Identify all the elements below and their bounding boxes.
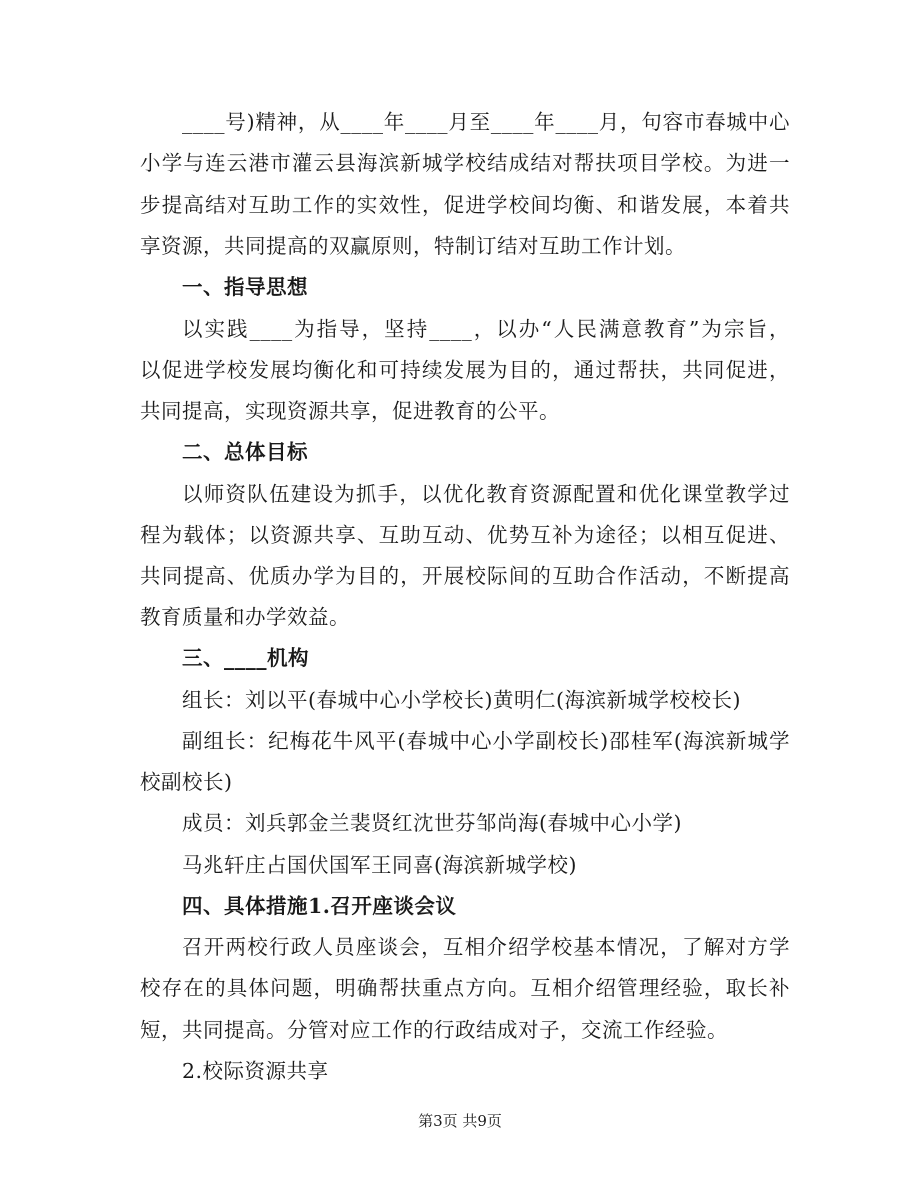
section-heading: 三、____机构 <box>182 646 309 670</box>
paragraph-line: 成员：刘兵郭金兰裴贤红沈世芬邹尚海(春城中心小学) <box>182 811 682 835</box>
paragraph-line: 程为载体；以资源共享、互助互动、优势互补为途径；以相互促进、 <box>140 523 790 547</box>
paragraph-line: 以促进学校发展均衡化和可持续发展为目的，通过帮扶，共同促进， <box>140 358 790 382</box>
paragraph-line: 短，共同提高。分管对应工作的行政结成对子，交流工作经验。 <box>140 1018 728 1042</box>
paragraph-line: 校存在的具体问题，明确帮扶重点方向。互相介绍管理经验，取长补 <box>140 976 790 1000</box>
paragraph-line: 副组长：纪梅花牛风平(春城中心小学副校长)邵桂军(海滨新城学 <box>182 729 790 753</box>
paragraph-line: 小学与连云港市灌云县海滨新城学校结成结对帮扶项目学校。为进一 <box>140 151 790 175</box>
paragraph-line: 共同提高，实现资源共享，促进教育的公平。 <box>140 399 560 423</box>
paragraph-line: 享资源，共同提高的双赢原则，特制订结对互助工作计划。 <box>140 234 686 258</box>
paragraph-line: 共同提高、优质办学为目的，开展校际间的互助合作活动，不断提高 <box>140 564 790 588</box>
paragraph-line: 教育质量和办学效益。 <box>140 605 350 629</box>
section-heading: 二、总体目标 <box>182 440 308 464</box>
paragraph-line: 马兆轩庄占国伏国军王同喜(海滨新城学校) <box>182 853 577 877</box>
paragraph-line: 校副校长) <box>140 770 233 794</box>
page-number: 第3页 共9页 <box>418 1112 502 1130</box>
paragraph-line: 以实践____为指导，坚持____，以办“人民满意教育”为宗旨， <box>182 317 790 341</box>
paragraph-line: 2.校际资源共享 <box>182 1059 329 1083</box>
paragraph-line: 以师资队伍建设为抓手，以优化教育资源配置和优化课堂教学过 <box>182 482 790 506</box>
section-heading: 四、具体措施1.召开座谈会议 <box>182 894 457 918</box>
paragraph-line: 步提高结对互助工作的实效性，促进学校间均衡、和谐发展，本着共 <box>140 193 790 217</box>
section-heading: 一、指导思想 <box>182 275 308 299</box>
paragraph-line: 组长：刘以平(春城中心小学校长)黄明仁(海滨新城学校校长) <box>182 688 741 712</box>
paragraph-line: 召开两校行政人员座谈会，互相介绍学校基本情况，了解对方学 <box>182 935 790 959</box>
paragraph-line: ____号)精神，从____年____月至____年____月，句容市春城中心 <box>182 110 790 134</box>
